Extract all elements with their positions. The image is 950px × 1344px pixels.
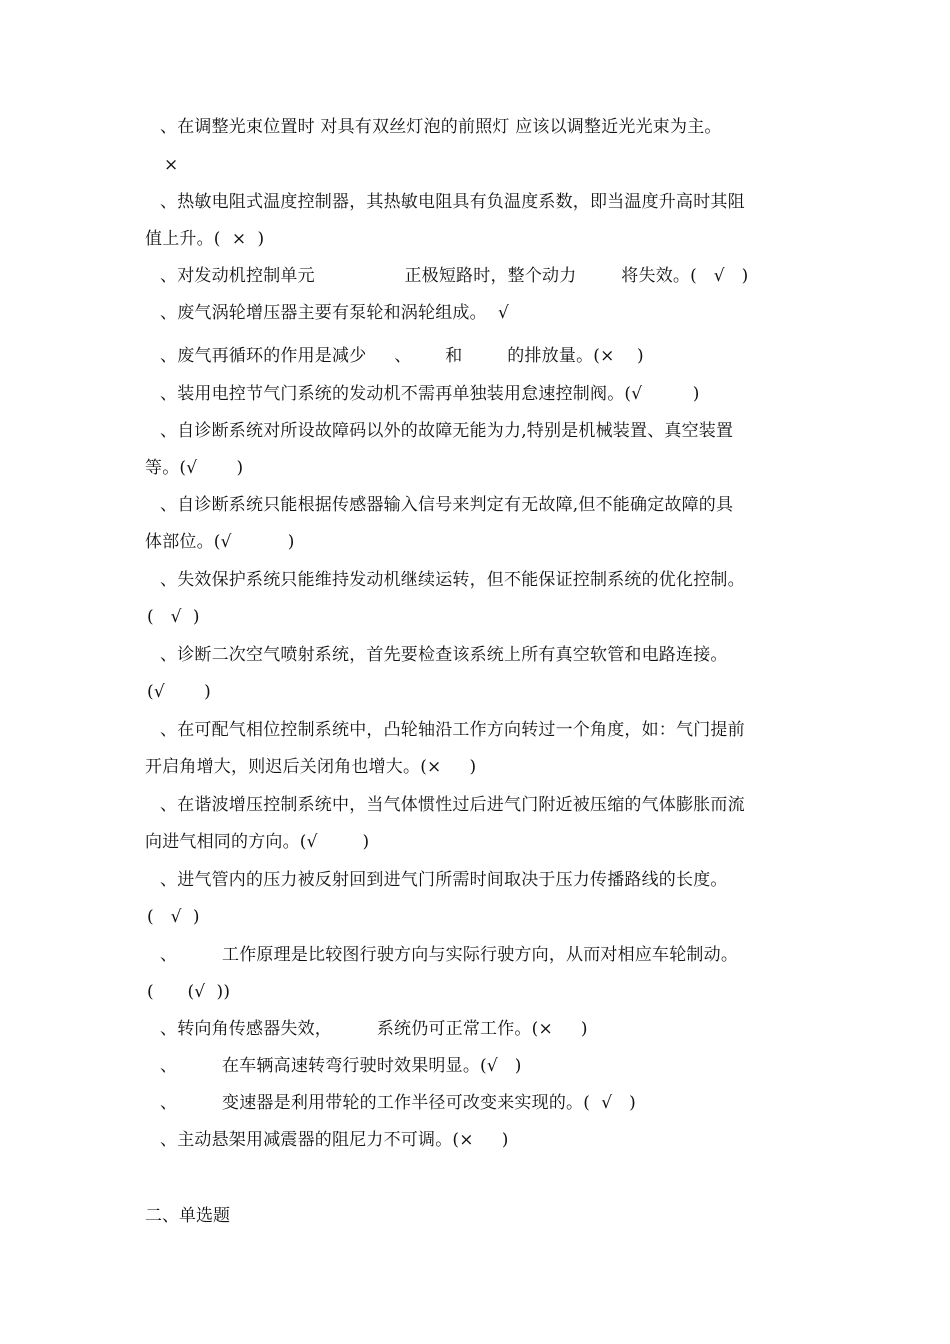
item-1-line-2: × (164, 155, 179, 175)
item-15-line-1: 、转向角传感器失效， 系统仍可正常工作。(× ) (160, 1019, 588, 1039)
item-13-line-2: ( √ ) (147, 907, 200, 927)
item-7-line-2: 等。(√ ) (145, 458, 244, 478)
section-heading: 二、单选题 (145, 1206, 230, 1226)
item-4-line-1: 、废气涡轮增压器主要有泵轮和涡轮组成。 √ (160, 303, 510, 323)
item-9-line-1: 、失效保护系统只能维持发动机继续运转，但不能保证控制系统的优化控制。 (160, 570, 745, 590)
item-11-line-1: 、在可配气相位控制系统中，凸轮轴沿工作方向转过一个角度，如：气门提前 (160, 720, 745, 740)
item-6-line-1: 、装用电控节气门系统的发动机不需再单独装用怠速控制阀。(√ ) (160, 384, 700, 404)
item-12-line-1: 、在谐波增压控制系统中，当气体惯性过后进气门附近被压缩的气体膨胀而流 (160, 795, 745, 815)
item-14-line-1: 、 工作原理是比较图行驶方向与实际行驶方向，从而对相应车轮制动。 (160, 945, 739, 965)
item-11-line-2: 开启角增大，则迟后关闭角也增大。(× ) (145, 757, 477, 777)
item-14-line-2: ( (√ )) (147, 982, 231, 1002)
item-1-line-1: 、在调整光束位置时 对具有双丝灯泡的前照灯 应该以调整近光光束为主。 (160, 117, 722, 137)
item-12-line-2: 向进气相同的方向。(√ ) (145, 832, 370, 852)
item-7-line-1: 、自诊断系统对所设故障码以外的故障无能为力,特别是机械装置、真空装置 (160, 421, 734, 441)
item-10-line-1: 、诊断二次空气喷射系统，首先要检查该系统上所有真空软管和电路连接。 (160, 645, 728, 665)
item-13-line-1: 、进气管内的压力被反射回到进气门所需时间取决于压力传播路线的长度。 (160, 870, 728, 890)
item-5-line-1: 、废气再循环的作用是减少 、 和 的排放量。(× ) (160, 346, 644, 366)
item-10-line-2: (√ ) (147, 682, 211, 702)
item-2-line-1: 、热敏电阻式温度控制器，其热敏电阻具有负温度系数，即当温度升高时其阻 (160, 192, 745, 212)
item-3-line-1: 、对发动机控制单元 正极短路时，整个动力 将失效。( √ ) (160, 266, 749, 286)
item-17-line-1: 、 变速器是利用带轮的工作半径可改变来实现的。( √ ) (160, 1093, 636, 1113)
item-16-line-1: 、 在车辆高速转弯行驶时效果明显。(√ ) (160, 1056, 522, 1076)
item-9-line-2: ( √ ) (147, 607, 200, 627)
item-8-line-1: 、自诊断系统只能根据传感器输入信号来判定有无故障,但不能确定故障的具 (160, 495, 734, 515)
item-18-line-1: 、主动悬架用减震器的阻尼力不可调。(× ) (160, 1130, 509, 1150)
item-2-line-2: 值上升。( × ) (145, 229, 265, 249)
item-8-line-2: 体部位。(√ ) (145, 532, 295, 552)
